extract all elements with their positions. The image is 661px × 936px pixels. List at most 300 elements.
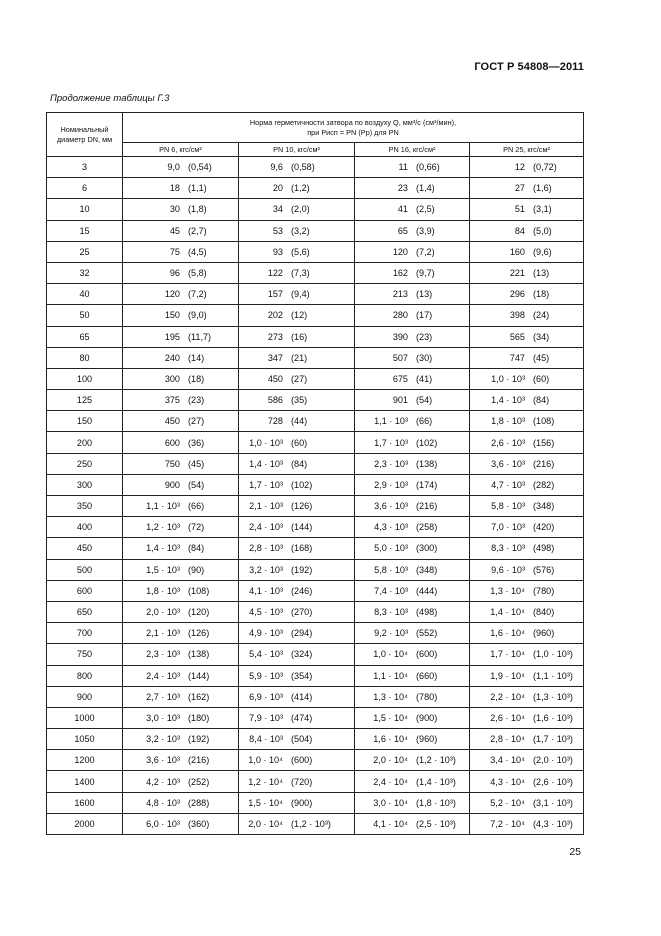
value-mm3-per-s: 5,9 · 10³ [249, 670, 283, 681]
value-mm3-per-s: 600 [164, 437, 180, 448]
value-mm3-per-s: 1,5 · 10³ [146, 564, 180, 575]
value-cm3-per-min: (0,72) [533, 162, 557, 173]
leak-value-cell [239, 284, 355, 305]
leak-value-cell [239, 220, 355, 241]
leak-value-cell [355, 199, 470, 220]
leak-value-cell [123, 771, 239, 792]
table-row [47, 390, 584, 411]
value-cm3-per-min: (144) [291, 522, 313, 533]
leak-value-cell [239, 241, 355, 262]
value-cm3-per-min: (162) [188, 691, 210, 702]
table-row [47, 623, 584, 644]
value-mm3-per-s: 4,2 · 10³ [146, 776, 180, 787]
leak-value-cell [123, 432, 239, 453]
leak-value-cell [470, 178, 584, 199]
leak-value-cell [355, 432, 470, 453]
leak-value-cell [239, 665, 355, 686]
dn-cell: 2000 [47, 813, 123, 834]
leak-value-cell [470, 580, 584, 601]
value-cm3-per-min: (168) [291, 543, 313, 554]
value-mm3-per-s: 150 [164, 310, 180, 321]
leak-value-cell [355, 347, 470, 368]
value-mm3-per-s: 9,0 [167, 162, 180, 173]
dn-cell: 250 [47, 453, 123, 474]
leak-value-cell [470, 792, 584, 813]
value-mm3-per-s: 5,2 · 10⁴ [490, 797, 525, 808]
leak-value-cell [123, 262, 239, 283]
value-mm3-per-s: 1,0 · 10⁴ [373, 649, 408, 660]
value-cm3-per-min: (0,54) [188, 162, 212, 173]
leak-value-cell [355, 601, 470, 622]
value-cm3-per-min: (348) [533, 501, 555, 512]
value-mm3-per-s: 5,0 · 10³ [374, 543, 408, 554]
value-mm3-per-s: 1,2 · 10³ [146, 522, 180, 533]
value-mm3-per-s: 2,8 · 10³ [249, 543, 283, 554]
pn10-header: PN 10, кгс/см² [239, 143, 355, 157]
value-cm3-per-min: (30) [416, 352, 433, 363]
value-mm3-per-s: 41 [397, 204, 408, 215]
value-mm3-per-s: 6,9 · 10³ [249, 691, 283, 702]
value-mm3-per-s: 34 [272, 204, 283, 215]
table-row [47, 538, 584, 559]
pn25-header: PN 25, кгс/см² [470, 143, 584, 157]
value-mm3-per-s: 27 [514, 183, 525, 194]
table-row [47, 199, 584, 220]
norm-header-line2: при Pисп = PN (Pр) для PN [307, 127, 399, 137]
value-cm3-per-min: (5,8) [188, 268, 207, 279]
value-cm3-per-min: (108) [533, 416, 555, 427]
value-cm3-per-min: (288) [188, 797, 210, 808]
leak-value-cell [123, 559, 239, 580]
leak-value-cell [470, 686, 584, 707]
value-cm3-per-min: (192) [188, 734, 210, 745]
value-cm3-per-min: (576) [533, 564, 555, 575]
value-mm3-per-s: 9,6 · 10³ [491, 564, 525, 575]
value-cm3-per-min: (1,2 · 10³) [291, 818, 331, 829]
leak-value-cell [470, 665, 584, 686]
norm-header [123, 113, 584, 143]
value-cm3-per-min: (72) [188, 522, 205, 533]
table-body [47, 157, 584, 835]
value-mm3-per-s: 1,1 · 10³ [146, 501, 180, 512]
leak-value-cell [470, 284, 584, 305]
value-mm3-per-s: 20 [272, 183, 283, 194]
dn-cell: 15 [47, 220, 123, 241]
leak-value-cell [355, 559, 470, 580]
value-cm3-per-min: (360) [188, 818, 210, 829]
page-number: 25 [569, 846, 581, 858]
value-cm3-per-min: (1,4) [416, 183, 435, 194]
value-cm3-per-min: (216) [533, 458, 555, 469]
value-mm3-per-s: 2,0 · 10⁴ [248, 818, 283, 829]
leak-value-cell [123, 241, 239, 262]
value-cm3-per-min: (2,6 · 10³) [533, 776, 573, 787]
value-cm3-per-min: (9,4) [291, 289, 310, 300]
value-cm3-per-min: (9,6) [533, 246, 552, 257]
leak-value-cell [239, 517, 355, 538]
leak-rate-table [46, 112, 584, 835]
pn6-header: PN 6, кгс/см² [123, 143, 239, 157]
leak-value-cell [355, 220, 470, 241]
leak-value-cell [470, 199, 584, 220]
leak-value-cell [355, 686, 470, 707]
value-mm3-per-s: 2,6 · 10⁴ [490, 712, 525, 723]
leak-value-cell [355, 326, 470, 347]
norm-header-line1: Норма герметичности затвора по воздуху Q, мм³/с (см³/мин), [249, 117, 457, 127]
leak-value-cell [239, 496, 355, 517]
value-mm3-per-s: 84 [514, 225, 525, 236]
value-mm3-per-s: 1,7 · 10³ [249, 479, 283, 490]
dn-cell: 650 [47, 601, 123, 622]
dn-cell: 450 [47, 538, 123, 559]
value-mm3-per-s: 296 [509, 289, 525, 300]
leak-value-cell [470, 559, 584, 580]
value-cm3-per-min: (1,8 · 10³) [416, 797, 456, 808]
leak-value-cell [355, 284, 470, 305]
leak-value-cell [239, 178, 355, 199]
value-mm3-per-s: 12 [514, 162, 525, 173]
value-cm3-per-min: (18) [188, 373, 205, 384]
leak-value-cell [123, 347, 239, 368]
value-cm3-per-min: (13) [416, 289, 433, 300]
value-cm3-per-min: (90) [188, 564, 205, 575]
value-mm3-per-s: 1,6 · 10⁴ [373, 734, 408, 745]
value-cm3-per-min: (324) [291, 649, 313, 660]
value-cm3-per-min: (7,3) [291, 268, 310, 279]
leak-value-cell [239, 390, 355, 411]
leak-value-cell [470, 262, 584, 283]
dn-cell: 900 [47, 686, 123, 707]
leak-value-cell [355, 411, 470, 432]
leak-value-cell [470, 411, 584, 432]
value-mm3-per-s: 1,4 · 10⁴ [490, 607, 525, 618]
value-cm3-per-min: (138) [416, 458, 438, 469]
leak-value-cell [239, 453, 355, 474]
leak-value-cell [355, 813, 470, 834]
dn-cell: 65 [47, 326, 123, 347]
value-mm3-per-s: 8,3 · 10³ [491, 543, 525, 554]
value-cm3-per-min: (35) [291, 395, 308, 406]
value-mm3-per-s: 4,1 · 10³ [249, 585, 283, 596]
value-cm3-per-min: (126) [291, 501, 313, 512]
value-cm3-per-min: (138) [188, 649, 210, 660]
value-mm3-per-s: 300 [164, 373, 180, 384]
value-cm3-per-min: (84) [188, 543, 205, 554]
leak-value-cell [470, 707, 584, 728]
leak-value-cell [123, 220, 239, 241]
value-cm3-per-min: (0,58) [291, 162, 315, 173]
value-mm3-per-s: 5,8 · 10³ [374, 564, 408, 575]
table-row [47, 792, 584, 813]
table-row [47, 559, 584, 580]
value-cm3-per-min: (3,9) [416, 225, 435, 236]
leak-value-cell [123, 284, 239, 305]
value-mm3-per-s: 2,9 · 10³ [374, 479, 408, 490]
value-mm3-per-s: 586 [267, 395, 283, 406]
value-mm3-per-s: 1,9 · 10⁴ [490, 670, 525, 681]
leak-value-cell [470, 538, 584, 559]
value-cm3-per-min: (780) [416, 691, 438, 702]
value-mm3-per-s: 7,4 · 10³ [374, 585, 408, 596]
leak-value-cell [355, 496, 470, 517]
value-mm3-per-s: 5,8 · 10³ [491, 501, 525, 512]
leak-value-cell [239, 771, 355, 792]
value-mm3-per-s: 4,7 · 10³ [491, 479, 525, 490]
leak-value-cell [123, 178, 239, 199]
value-cm3-per-min: (300) [416, 543, 438, 554]
value-mm3-per-s: 96 [169, 268, 180, 279]
value-mm3-per-s: 162 [392, 268, 408, 279]
value-cm3-per-min: (11,7) [188, 331, 212, 342]
value-mm3-per-s: 4,8 · 10³ [146, 797, 180, 808]
value-cm3-per-min: (7,2) [188, 289, 207, 300]
leak-value-cell [239, 729, 355, 750]
value-cm3-per-min: (192) [291, 564, 313, 575]
table-row [47, 707, 584, 728]
value-mm3-per-s: 2,6 · 10³ [491, 437, 525, 448]
leak-value-cell [123, 665, 239, 686]
value-cm3-per-min: (4,3 · 10³) [533, 818, 573, 829]
table-row [47, 262, 584, 283]
value-mm3-per-s: 1,4 · 10³ [491, 395, 525, 406]
leak-value-cell [470, 390, 584, 411]
value-mm3-per-s: 53 [272, 225, 283, 236]
value-cm3-per-min: (34) [533, 331, 550, 342]
leak-value-cell [470, 496, 584, 517]
leak-value-cell [470, 453, 584, 474]
leak-value-cell [239, 262, 355, 283]
value-cm3-per-min: (36) [188, 437, 205, 448]
value-mm3-per-s: 450 [164, 416, 180, 427]
value-cm3-per-min: (102) [416, 437, 438, 448]
leak-value-cell [123, 496, 239, 517]
value-cm3-per-min: (102) [291, 479, 313, 490]
value-mm3-per-s: 747 [509, 352, 525, 363]
value-mm3-per-s: 2,0 · 10³ [146, 607, 180, 618]
dn-cell: 25 [47, 241, 123, 262]
leak-value-cell [470, 368, 584, 389]
dn-cell: 50 [47, 305, 123, 326]
dn-cell: 1600 [47, 792, 123, 813]
table-row [47, 220, 584, 241]
value-cm3-per-min: (54) [188, 479, 205, 490]
value-cm3-per-min: (174) [416, 479, 438, 490]
leak-value-cell [355, 453, 470, 474]
leak-value-cell [355, 474, 470, 495]
table-row [47, 284, 584, 305]
table-row [47, 326, 584, 347]
leak-value-cell [123, 601, 239, 622]
value-mm3-per-s: 30 [169, 204, 180, 215]
value-mm3-per-s: 240 [164, 352, 180, 363]
leak-value-cell [355, 729, 470, 750]
value-mm3-per-s: 901 [392, 395, 408, 406]
value-mm3-per-s: 11 [398, 162, 408, 173]
value-mm3-per-s: 450 [267, 373, 283, 384]
leak-value-cell [123, 644, 239, 665]
value-mm3-per-s: 4,9 · 10³ [249, 628, 283, 639]
leak-value-cell [123, 813, 239, 834]
leak-value-cell [470, 601, 584, 622]
value-cm3-per-min: (504) [291, 734, 313, 745]
value-cm3-per-min: (660) [416, 670, 438, 681]
value-mm3-per-s: 375 [164, 395, 180, 406]
leak-value-cell [123, 623, 239, 644]
leak-value-cell [239, 538, 355, 559]
value-cm3-per-min: (23) [188, 395, 205, 406]
value-mm3-per-s: 65 [397, 225, 408, 236]
value-mm3-per-s: 4,5 · 10³ [249, 607, 283, 618]
leak-value-cell [123, 707, 239, 728]
leak-value-cell [470, 220, 584, 241]
table-row [47, 305, 584, 326]
leak-value-cell [239, 157, 355, 178]
value-cm3-per-min: (27) [188, 416, 205, 427]
value-cm3-per-min: (216) [188, 755, 210, 766]
leak-value-cell [239, 432, 355, 453]
dn-cell: 600 [47, 580, 123, 601]
dn-column-header: Номинальный диаметр DN, мм [47, 113, 123, 157]
value-cm3-per-min: (18) [533, 289, 550, 300]
value-cm3-per-min: (2,5 · 10³) [416, 818, 456, 829]
value-mm3-per-s: 2,1 · 10³ [146, 628, 180, 639]
value-cm3-per-min: (960) [533, 628, 555, 639]
dn-cell: 32 [47, 262, 123, 283]
value-cm3-per-min: (14) [188, 352, 205, 363]
leak-value-cell [123, 199, 239, 220]
leak-value-cell [355, 623, 470, 644]
value-cm3-per-min: (180) [188, 712, 210, 723]
value-mm3-per-s: 2,4 · 10⁴ [373, 776, 408, 787]
leak-value-cell [470, 241, 584, 262]
leak-value-cell [355, 262, 470, 283]
value-cm3-per-min: (21) [291, 352, 308, 363]
value-cm3-per-min: (45) [188, 458, 205, 469]
table-row [47, 474, 584, 495]
value-mm3-per-s: 398 [509, 310, 525, 321]
leak-value-cell [239, 326, 355, 347]
value-cm3-per-min: (498) [416, 607, 438, 618]
dn-cell: 1050 [47, 729, 123, 750]
table-row [47, 432, 584, 453]
leak-value-cell [470, 644, 584, 665]
table-row [47, 601, 584, 622]
leak-value-cell [123, 390, 239, 411]
value-mm3-per-s: 2,4 · 10³ [249, 522, 283, 533]
dn-cell: 80 [47, 347, 123, 368]
value-cm3-per-min: (2,0) [291, 204, 310, 215]
value-cm3-per-min: (840) [533, 607, 555, 618]
leak-value-cell [470, 729, 584, 750]
leak-value-cell [239, 813, 355, 834]
value-mm3-per-s: 750 [164, 458, 180, 469]
table-caption: Продолжение таблицы Г.3 [50, 93, 170, 104]
value-mm3-per-s: 2,7 · 10³ [146, 691, 180, 702]
value-cm3-per-min: (1,7 · 10³) [533, 734, 573, 745]
value-cm3-per-min: (5,6) [291, 246, 310, 257]
value-cm3-per-min: (1,1 · 10³) [533, 670, 573, 681]
leak-value-cell [470, 750, 584, 771]
value-cm3-per-min: (84) [291, 458, 308, 469]
value-cm3-per-min: (24) [533, 310, 550, 321]
value-mm3-per-s: 900 [164, 479, 180, 490]
value-cm3-per-min: (84) [533, 395, 550, 406]
value-mm3-per-s: 1,4 · 10³ [146, 543, 180, 554]
leak-value-cell [239, 644, 355, 665]
leak-value-cell [123, 729, 239, 750]
table-row [47, 813, 584, 834]
value-cm3-per-min: (7,2) [416, 246, 435, 257]
dn-cell: 750 [47, 644, 123, 665]
value-mm3-per-s: 202 [267, 310, 283, 321]
value-mm3-per-s: 280 [392, 310, 408, 321]
value-mm3-per-s: 3,2 · 10³ [249, 564, 283, 575]
value-cm3-per-min: (444) [416, 585, 438, 596]
value-mm3-per-s: 2,0 · 10⁴ [373, 755, 408, 766]
leak-value-cell [355, 368, 470, 389]
value-cm3-per-min: (216) [416, 501, 438, 512]
dn-cell: 400 [47, 517, 123, 538]
value-mm3-per-s: 9,6 [270, 162, 283, 173]
leak-value-cell [123, 474, 239, 495]
value-cm3-per-min: (108) [188, 585, 210, 596]
table-row [47, 453, 584, 474]
leak-value-cell [123, 750, 239, 771]
leak-value-cell [470, 157, 584, 178]
value-cm3-per-min: (414) [291, 691, 313, 702]
leak-value-cell [239, 580, 355, 601]
value-cm3-per-min: (294) [291, 628, 313, 639]
value-cm3-per-min: (41) [416, 373, 433, 384]
value-mm3-per-s: 1,7 · 10³ [374, 437, 408, 448]
leak-value-cell [355, 305, 470, 326]
table-row [47, 580, 584, 601]
value-cm3-per-min: (900) [291, 797, 313, 808]
value-mm3-per-s: 4,1 · 10⁴ [373, 818, 408, 829]
value-cm3-per-min: (17) [416, 310, 433, 321]
value-cm3-per-min: (23) [416, 331, 433, 342]
dn-cell: 1000 [47, 707, 123, 728]
leak-value-cell [355, 538, 470, 559]
value-mm3-per-s: 1,8 · 10³ [491, 416, 525, 427]
value-mm3-per-s: 675 [392, 373, 408, 384]
value-cm3-per-min: (1,4 · 10³) [416, 776, 456, 787]
leak-value-cell [123, 517, 239, 538]
pn16-header: PN 16, кгс/см² [355, 143, 470, 157]
leak-value-cell [123, 411, 239, 432]
leak-value-cell [239, 707, 355, 728]
leak-value-cell [470, 623, 584, 644]
value-mm3-per-s: 221 [509, 268, 525, 279]
value-mm3-per-s: 3,2 · 10³ [146, 734, 180, 745]
table-row [47, 686, 584, 707]
value-mm3-per-s: 213 [392, 289, 408, 300]
value-cm3-per-min: (1,6 · 10³) [533, 712, 573, 723]
dn-cell: 500 [47, 559, 123, 580]
value-cm3-per-min: (9,7) [416, 268, 435, 279]
value-mm3-per-s: 1,7 · 10⁴ [490, 649, 525, 660]
dn-cell: 350 [47, 496, 123, 517]
leak-value-cell [470, 771, 584, 792]
value-cm3-per-min: (552) [416, 628, 438, 639]
value-mm3-per-s: 1,5 · 10⁴ [373, 712, 408, 723]
leak-value-cell [355, 792, 470, 813]
value-cm3-per-min: (120) [188, 607, 210, 618]
value-mm3-per-s: 120 [164, 289, 180, 300]
table-row [47, 411, 584, 432]
leak-value-cell [355, 750, 470, 771]
value-cm3-per-min: (2,5) [416, 204, 435, 215]
